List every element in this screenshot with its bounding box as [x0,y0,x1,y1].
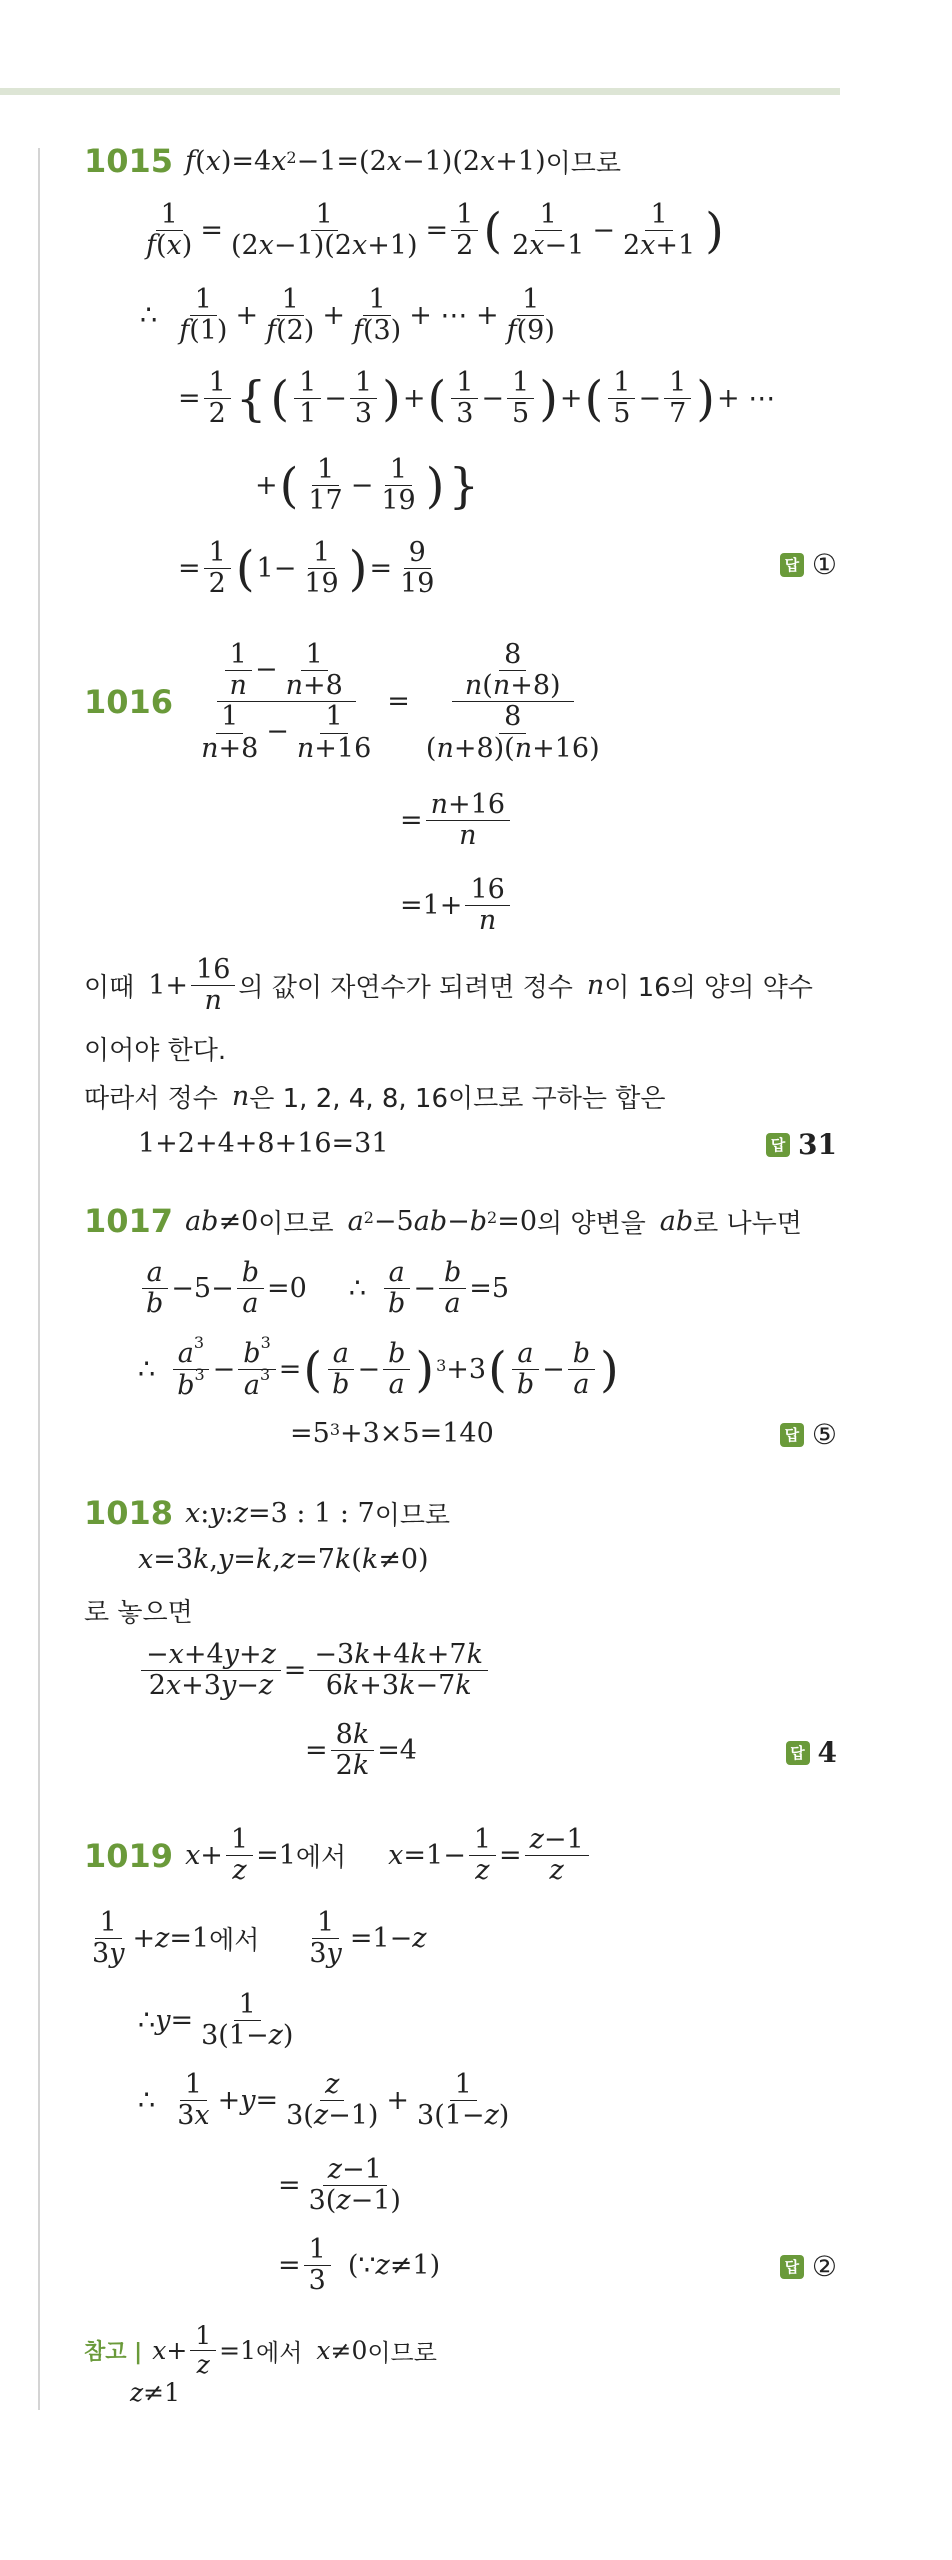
answer-icon: 답 [780,553,804,577]
note-label: 참고 | [84,2340,143,2365]
left-margin-line [38,148,40,2410]
answer-icon: 답 [780,1423,804,1447]
problem-number: 1019 [84,1836,174,1875]
problem-number: 1017 [84,1202,174,1240]
top-rule [0,88,840,95]
problem-number: 1015 [84,142,174,180]
answer-1018: 답 4 [786,1736,837,1769]
answer-icon: 답 [766,1133,790,1157]
answer-icon: 답 [780,2255,804,2279]
answer-1017: 답 ⑤ [780,1418,837,1451]
answer-1015: 답 ① [780,548,837,581]
problem-number: 1016 [84,682,174,721]
answer-1019: 답 ② [780,2250,837,2283]
answer-1016: 답 31 [766,1128,837,1161]
answer-icon: 답 [786,1741,810,1765]
problem-number: 1018 [84,1494,174,1532]
